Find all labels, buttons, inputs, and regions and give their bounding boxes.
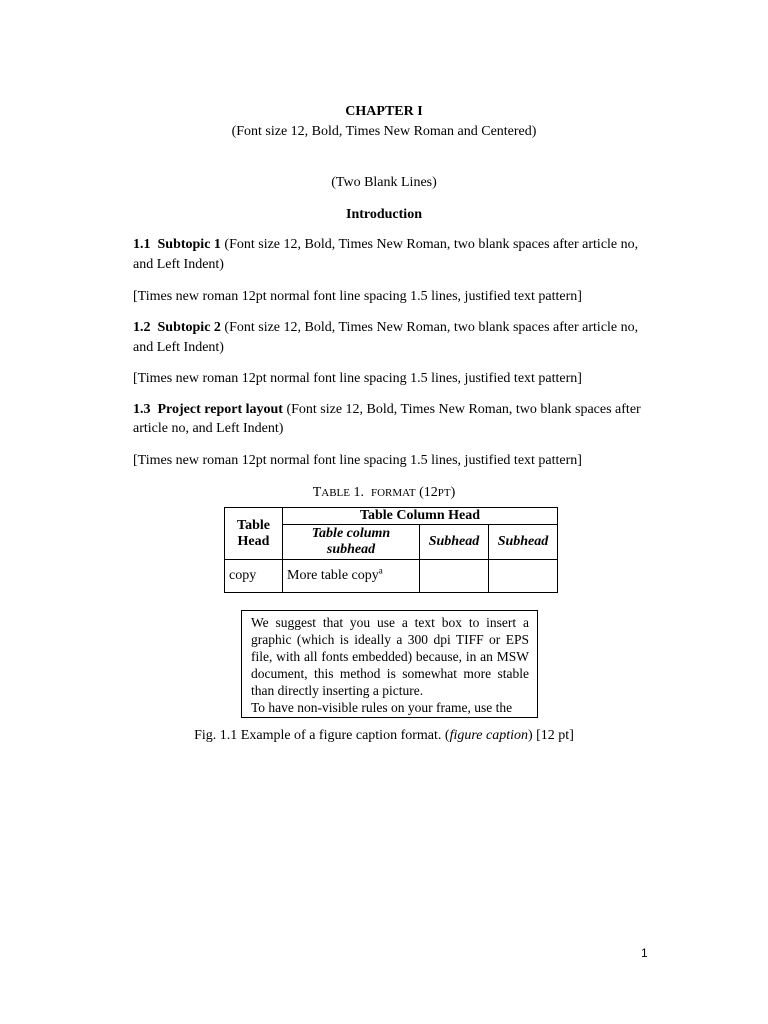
section-body: [Times new roman 12pt normal font line spacing 1.5 lines, justified text pattern]	[133, 371, 582, 386]
section-title: Subtopic 1	[157, 237, 221, 252]
table-subhead: Subhead	[489, 525, 558, 560]
section-heading	[133, 400, 648, 420]
table-subhead: Subhead	[420, 525, 489, 560]
table-caption: TABLE 1. FORMAT (12PT)	[312, 485, 456, 500]
figure-caption: Fig. 1.1 Example of a figure caption format. (figure caption) [12 pt]	[194, 728, 574, 743]
format-table	[224, 507, 558, 593]
section-note: (Font size 12, Bold, Times New Roman, two blank spaces after article no,	[224, 237, 639, 252]
section-heading	[133, 318, 648, 338]
section-note-cont: article no, and Left Indent)	[133, 421, 284, 436]
table-column-head: Table Column Head	[283, 508, 558, 525]
section-number: 1.1	[133, 237, 151, 252]
section-note-cont: and Left Indent)	[133, 340, 224, 355]
introduction-heading: Introduction	[346, 207, 422, 222]
table-row	[225, 560, 558, 593]
blank-lines-note: (Two Blank Lines)	[331, 175, 437, 190]
table-subhead: Table column subhead	[283, 525, 420, 560]
section-title: Subtopic 2	[157, 320, 221, 335]
table-cell: More table copy$^a$	[283, 560, 420, 593]
chapter-title: CHAPTER I	[345, 104, 423, 119]
section-note: (Font size 12, Bold, Times New Roman, two blank spaces after article no,	[224, 320, 639, 335]
page-number: 1	[641, 946, 648, 960]
figure-text-box	[241, 610, 538, 718]
section-heading	[133, 235, 648, 255]
section-note: (Font size 12, Bold, Times New Roman, two blank spaces after	[286, 402, 641, 417]
section-body: [Times new roman 12pt normal font line spacing 1.5 lines, justified text pattern]	[133, 289, 582, 304]
table-row-head: Table Head	[225, 508, 283, 560]
section-title: Project report layout	[157, 402, 283, 417]
figure-box-text: We suggest that you use a text box to insert a graphic (which is ideally a 300 dpi TIFF or EPS file, with all fonts embedded) because, in an MSW document, this method is somewhat more stable than directly inserting a picture.	[251, 615, 529, 698]
table-cell	[489, 560, 558, 593]
figure-box-text: To have non-visible rules on your frame, use the	[251, 700, 513, 715]
section-body: [Times new roman 12pt normal font line spacing 1.5 lines, justified text pattern]	[133, 453, 582, 468]
section-number: 1.3	[133, 402, 151, 417]
table-cell	[420, 560, 489, 593]
chapter-title-note: (Font size 12, Bold, Times New Roman and Centered)	[231, 124, 537, 139]
section-note-cont: and Left Indent)	[133, 257, 224, 272]
section-number: 1.2	[133, 320, 151, 335]
table-cell: copy	[225, 560, 283, 593]
